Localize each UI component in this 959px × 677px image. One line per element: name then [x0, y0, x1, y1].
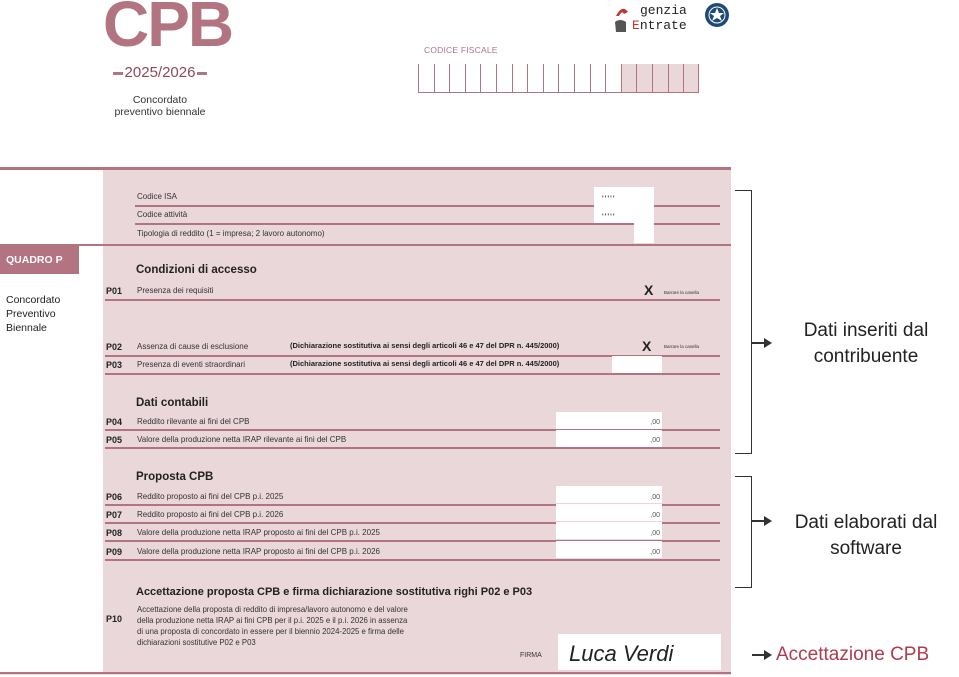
- section-condizioni-accesso: Condizioni di accesso: [136, 264, 257, 276]
- quadro-description: Concordato Preventivo Biennale: [6, 294, 61, 334]
- p06-label: Reddito proposto ai fini del CPB p.i. 2025: [137, 492, 284, 501]
- cpb-logo-title: CPB: [103, 0, 233, 60]
- row-code-p03: P03: [106, 360, 123, 370]
- arrow-icon: [764, 650, 772, 660]
- p03-declaration: (Dichiarazione sostitutiva ai sensi degli articoli 46 e 47 del DPR n. 445/2000): [290, 359, 560, 368]
- annotation-dati-contribuente: Dati inseriti dal contribuente: [803, 320, 929, 367]
- signature: Luca Verdi: [569, 641, 674, 666]
- row-code-p10: P10: [106, 614, 123, 624]
- p04-label: Reddito rilevante ai fini del CPB: [137, 417, 250, 426]
- p05-label: Valore della produzione netta IRAP rilevante ai fini del CPB: [137, 435, 347, 444]
- firma-label: FIRMA: [520, 652, 542, 659]
- codice-fiscale-field[interactable]: [418, 64, 699, 93]
- tipologia-reddito-field[interactable]: [634, 223, 654, 243]
- row-code-p01: P01: [106, 286, 123, 296]
- quadro-p-tag: QUADRO P: [0, 246, 79, 274]
- arrow-icon: [764, 516, 772, 526]
- agenzia-logo-line2: Entrate: [632, 18, 687, 33]
- section-accettazione: Accettazione proposta CPB e firma dichiarazione sostitutiva righi P02 e P03: [136, 586, 533, 598]
- codice-isa-label: Codice ISA: [137, 192, 178, 201]
- p02-note: Barrare la casella: [664, 344, 700, 349]
- codice-attivita-label: Codice attività: [137, 210, 188, 219]
- brace-contribuente: [735, 190, 752, 454]
- cpb-logo-year: 2025/2026: [105, 64, 215, 81]
- tipologia-reddito-label: Tipologia di reddito (1 = impresa; 2 lavoro autonomo): [137, 229, 325, 238]
- p08-label: Valore della produzione netta IRAP proposto ai fini del CPB p.i. 2025: [137, 528, 380, 537]
- cpb-logo-description: Concordato preventivo biennale: [114, 94, 206, 118]
- row-code-p04: P04: [106, 417, 123, 427]
- agenzia-logo-line1: genzia: [640, 3, 687, 18]
- p10-text: Accettazione della proposta di reddito di impresa/lavoro autonomo e del valore della produzione netta IRAP ai fini CPB per il p.i. 2025 e il p.i. 2026 in assenza di una proposta di concordato in essere per il biennio 2024-2025 e firma delle dichiarazioni sostitutive P02 e P03: [137, 605, 408, 647]
- p02-label: Assenza di cause di esclusione: [137, 342, 249, 351]
- annotation-dati-software: Dati elaborati dal software: [794, 512, 938, 559]
- p01-label: Presenza dei requisiti: [137, 286, 214, 295]
- row-code-p09: P09: [106, 547, 123, 557]
- p02-declaration: (Dichiarazione sostitutiva ai sensi degli articoli 46 e 47 del DPR n. 445/2000): [290, 341, 560, 350]
- republic-emblem-icon: [704, 2, 730, 28]
- p02-checkbox[interactable]: X: [642, 338, 652, 354]
- p09-label: Valore della produzione netta IRAP proposto ai fini del CPB p.i. 2026: [137, 547, 380, 556]
- section-dati-contabili: Dati contabili: [136, 397, 209, 409]
- annotation-accettazione-cpb: Accettazione CPB: [776, 644, 930, 665]
- p03-checkbox[interactable]: [612, 356, 662, 373]
- p01-note: Barrare la casella: [664, 290, 700, 295]
- section-divider: [0, 244, 731, 246]
- row-code-p06: P06: [106, 492, 123, 502]
- row-code-p07: P07: [106, 510, 123, 520]
- section-proposta-cpb: Proposta CPB: [136, 471, 214, 483]
- p07-label: Reddito proposto ai fini del CPB p.i. 2026: [137, 510, 284, 519]
- agenzia-entrate-badge-icon: [612, 2, 632, 34]
- brace-software: [735, 476, 752, 588]
- row-code-p02: P02: [106, 342, 123, 352]
- codice-fiscale-label: CODICE FISCALE: [424, 45, 498, 55]
- row-code-p08: P08: [106, 528, 123, 538]
- row-code-p05: P05: [106, 435, 123, 445]
- p01-checkbox[interactable]: X: [644, 282, 654, 298]
- arrow-icon: [764, 338, 772, 348]
- p03-label: Presenza di eventi straordinari: [137, 360, 246, 369]
